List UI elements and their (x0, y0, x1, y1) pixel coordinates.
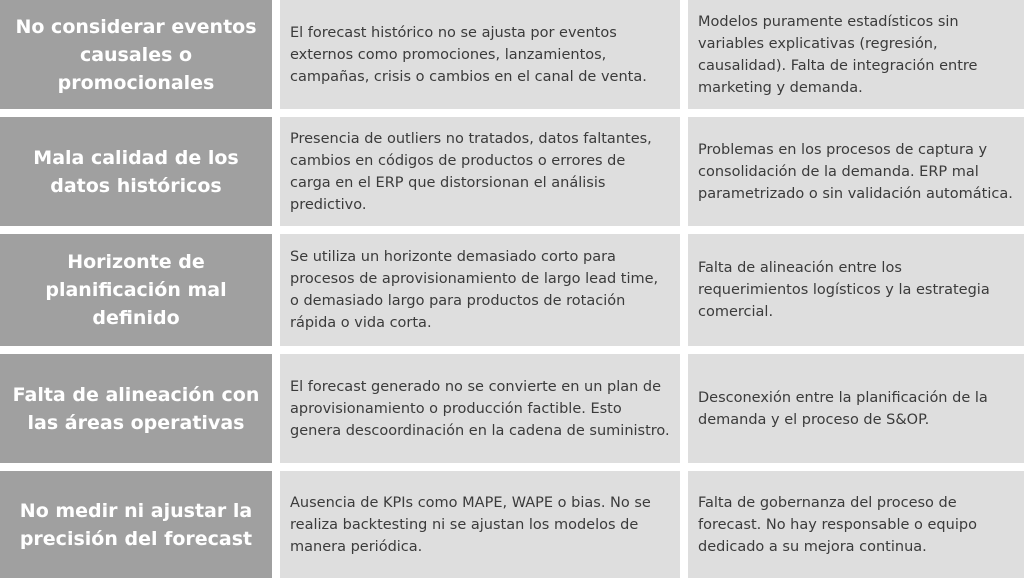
description-cell (280, 471, 680, 578)
problem-cell (0, 354, 272, 463)
problem-text: Mala calidad de los datos históricos (33, 146, 239, 197)
cause-cell (688, 234, 1024, 346)
description-text: El forecast histórico no se ajusta por eventos externos como promociones, lanzamientos, campañas, crisis o cambios en el canal de venta. (290, 24, 647, 85)
problem-text: No considerar eventos causales o promocionales (15, 15, 257, 94)
problem-text: No medir ni ajustar la precisión del forecast (19, 499, 253, 550)
problem-cell (0, 0, 272, 109)
cause-text: Problemas en los procesos de captura y consolidación de la demanda. ERP mal parametrizado o sin validación automática. (698, 141, 1013, 202)
cause-cell (688, 354, 1024, 463)
description-cell (280, 117, 680, 226)
problem-text: Falta de alineación con las áreas operativas (12, 383, 260, 434)
description-cell (280, 234, 680, 346)
problem-cell (0, 117, 272, 226)
description-text: Presencia de outliers no tratados, datos faltantes, cambios en códigos de productos o errores de carga en el ERP que distorsionan el análisis predictivo. (290, 130, 652, 213)
problem-cell (0, 471, 272, 578)
description-cell (280, 354, 680, 463)
description-text: El forecast generado no se convierte en un plan de aprovisionamiento o producción factible. Esto genera descoordinación en la cadena de suministro. (290, 378, 670, 439)
description-cell (280, 0, 680, 109)
cause-cell (688, 471, 1024, 578)
cause-cell (688, 0, 1024, 109)
problem-cell (0, 234, 272, 346)
problem-text: Horizonte de planificación mal definido (45, 251, 227, 329)
description-text: Se utiliza un horizonte demasiado corto para procesos de aprovisionamiento de largo lead time, o demasiado largo para productos de rotación rápida o vida corta. (290, 249, 659, 331)
description-text: Ausencia de KPIs como MAPE, WAPE o bias. No se realiza backtesting ni se ajustan los modelos de manera periódica. (290, 494, 651, 555)
cause-text: Desconexión entre la planificación de la demanda y el proceso de S&OP. (698, 389, 988, 428)
cause-text: Modelos puramente estadísticos sin variables explicativas (regresión, causalidad). Falta de integración entre marketing y demanda. (698, 13, 978, 96)
cause-text: Falta de gobernanza del proceso de forecast. No hay responsable o equipo dedicado a su mejora continua. (698, 494, 977, 555)
cause-text: Falta de alineación entre los requerimientos logísticos y la estrategia comercial. (698, 260, 990, 320)
cause-cell (688, 117, 1024, 226)
